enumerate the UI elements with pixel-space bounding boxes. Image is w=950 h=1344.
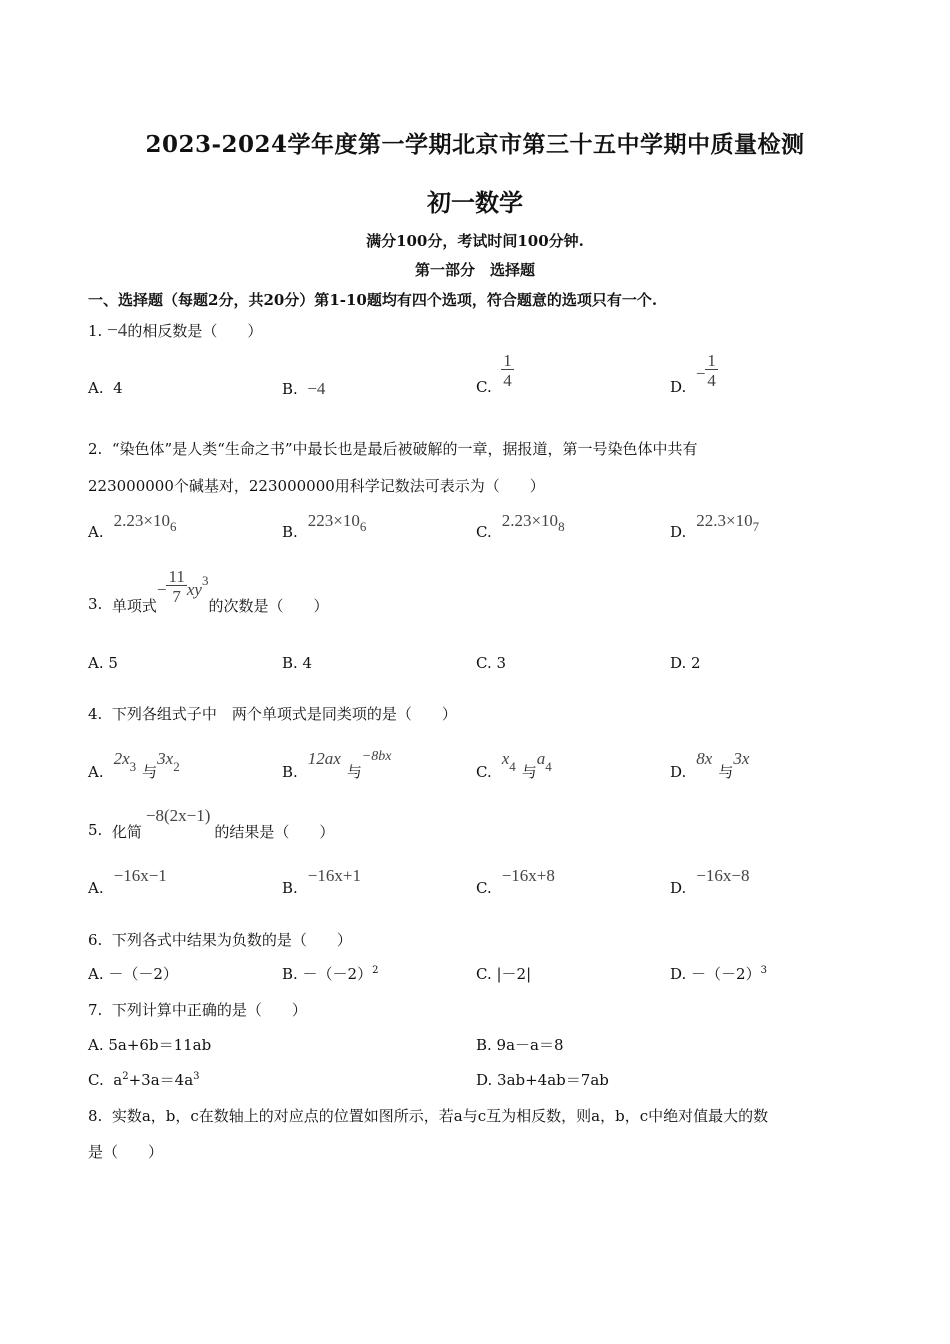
question-number: 2. (88, 440, 103, 458)
fraction: $\frac{11}{7}$ (168, 567, 185, 606)
question-number: 8. (88, 1107, 103, 1125)
fraction: $\frac{1}{4}$ (503, 351, 512, 390)
question-number: 1. (88, 322, 103, 340)
question-2-line-2: 223000000个碱基对，223000000用科学记数法可表示为（ ） (88, 477, 545, 495)
q7-option-b: B. 9a－a＝8 (476, 1036, 564, 1054)
q4-option-b: B.12ax与−8bx (282, 749, 392, 781)
q7-option-c: C. $a^2+3a=4a^3$ (88, 1071, 200, 1089)
exam-subject: 初一数学 (427, 188, 523, 217)
question-number: 4. (88, 705, 103, 723)
fraction: $\frac{1}{4}$ (707, 351, 716, 390)
question-8: 8. 实数a，b，c在数轴上的对应点的位置如图所示，若a与c互为相反数，则a，b，c中绝对值最大的数 (88, 1107, 769, 1125)
question-6: 6. 下列各式中结果为负数的是（ ） (88, 931, 352, 949)
q1-expr: −4 (107, 320, 128, 341)
q6-option-d: D. $-(-2)^3$ (670, 965, 767, 983)
q3-option-d: D. 2 (670, 654, 701, 672)
question-2: 2. “染色体”是人类“生命之书”中最长也是最后被破解的一章，据报道，第一号染色体中共有 (88, 440, 698, 458)
q5-option-d: D.−16x−8 (670, 866, 750, 897)
q1-option-b: B. −4 (282, 379, 326, 398)
q5-option-b: B.−16x+1 (282, 866, 361, 897)
question-number: 6. (88, 931, 103, 949)
q5-option-a: A.−16x−1 (88, 866, 167, 897)
question-8-line-2: 是（ ） (88, 1143, 164, 1161)
q3-option-c: C. 3 (476, 654, 507, 672)
question-3: 3. 单项式− $\frac{11}{7}$ $xy^3$的次数是（ ） (88, 567, 329, 615)
q2-option-d: $D.22.3\times 10^7$ (670, 511, 760, 541)
question-5: 5. 化简−8(2x−1)的结果是（ ） (88, 806, 335, 841)
q1-option-d: D. − $\frac{1}{4}$ (670, 351, 716, 396)
q4-option-c: $C.x^4$ 与$a^4$ (476, 749, 552, 781)
question-number: 5. (88, 821, 103, 839)
section-heading: 一、选择题（每题2分，共20分）第1-10题均有四个选项，符合题意的选项只有一个. (88, 291, 658, 309)
q3-option-b: B. 4 (282, 654, 313, 672)
exam-title: 2023-2024学年度第一学期北京市第三十五中学期中质量检测 (145, 131, 805, 158)
q3-option-a: A. 5 (88, 654, 118, 672)
question-1 (88, 320, 262, 342)
question-4: 4. 下列各组式子中 两个单项式是同类项的是（ ） (88, 705, 457, 723)
q5-option-c: C.−16x+8 (476, 866, 555, 897)
q7-option-a: A. 5a+6b＝11ab (88, 1036, 212, 1054)
exam-note: 满分100分，考试时间100分钟. (366, 232, 584, 250)
q7-option-d: D. 3ab+4ab＝7ab (476, 1071, 609, 1089)
question-number: 7. (88, 1001, 103, 1019)
q6-option-b: B. $-(-2)^2$ (282, 965, 379, 983)
q1-text: 的相反数是（ ） (127, 322, 263, 340)
q6-option-c: C. |－2| (476, 965, 532, 983)
q2-option-b: $B.223\times 10^6$ (282, 511, 367, 541)
q2-option-a: $A.2.23\times 10^6$ (88, 511, 177, 541)
part-heading: 第一部分 选择题 (414, 261, 535, 279)
q1-option-a: A. 4 (88, 379, 123, 397)
question-7: 7. 下列计算中正确的是（ ） (88, 1001, 307, 1019)
q2-option-c: $C.2.23\times 10^8$ (476, 511, 565, 541)
q4-option-a: $A.2x^3$ 与$3x^2$ (88, 749, 180, 781)
q1-option-c: C. $\frac{1}{4}$ (476, 351, 512, 396)
question-number: 3. (88, 595, 103, 613)
q6-option-a: A. －（－2） (88, 965, 178, 983)
q4-option-d: D.8x与3x (670, 749, 750, 781)
